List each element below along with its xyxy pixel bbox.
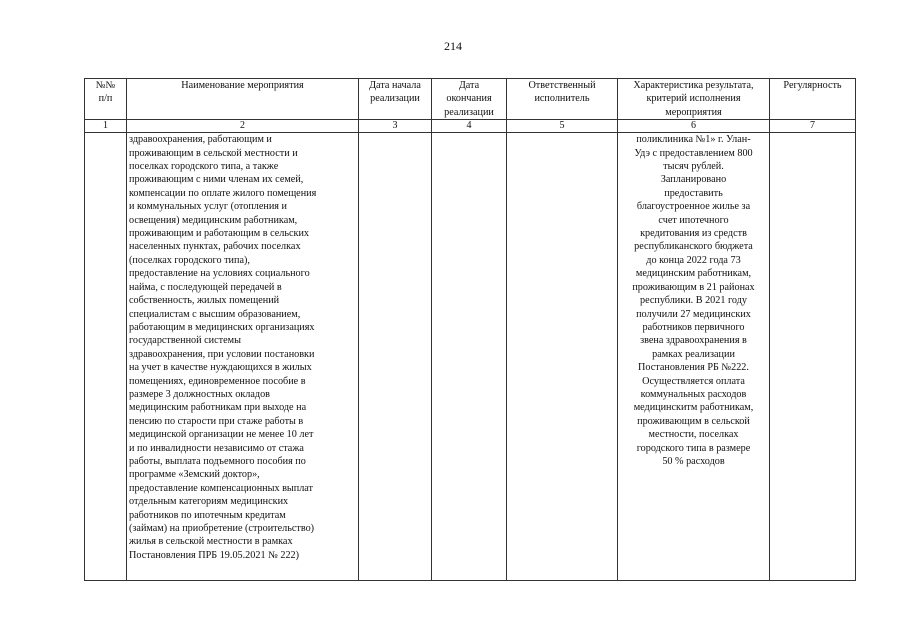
cell-end-date	[432, 133, 507, 581]
cell-number	[85, 133, 127, 581]
header-number: №№ п/п	[85, 79, 127, 120]
cell-measure-name: здравоохранения, работающим и проживающим в сельской местности и поселках городского типа, а также проживающим с ними членам их семей, компенсации по оплате жилого помещения и коммунальных услуг (отопления и освещения) медицинским работникам, проживающим и работающим в сельских населенных пунктах, рабочих поселках (поселках городского типа), предоставление на условиях социального найма, с последующей передачей в собственность, жилых помещений специалистам с высшим образованием, работающим в медицинских организациях государственной системы здравоохранения, при условии постановки на учет в качестве нуждающихся в жилых помещениях, единовременное пособие в размере 3 должностных окладов медицинским работникам при выходе на пенсию по старости при стаже работы в медицинской организации не менее 10 лет и по инвалидности независимо от стажа работы, выплата подъемного пособия по программе «Земский доктор», предоставление компенсационных выплат отдельным категориям медицинских работников по ипотечным кредитам (займам) на приобретение (строительство) жилья в сельской местности в рамках Постановления ПРБ 19.05.2021 № 222)	[127, 133, 359, 581]
column-number: 1	[85, 120, 127, 133]
column-number: 5	[507, 120, 618, 133]
cell-regularity	[770, 133, 856, 581]
header-result: Характеристика результата, критерий исполнения мероприятия	[618, 79, 770, 120]
header-row	[85, 79, 856, 120]
cell-executor	[507, 133, 618, 581]
column-number: 4	[432, 120, 507, 133]
column-number-row	[85, 120, 856, 133]
column-number: 6	[618, 120, 770, 133]
cell-result: поликлиника №1» г. Улан- Удэ с предоставлением 800 тысяч рублей. Запланировано предоставить благоустроенное жилье за счет ипотечного кредитования из средств республиканского бюджета до конца 2022 года 73 медицинским работникам, проживающим в 21 районах республики. В 2021 году получили 27 медицинских работников первичного звена здравоохранения в рамках реализации Постановления РБ №222. Осуществляется оплата коммунальных расходов медицинскитм работникам, проживающим в сельской местности, поселках городского типа в размере 50 % расходов	[618, 133, 770, 581]
column-number: 2	[127, 120, 359, 133]
header-name: Наименование мероприятия	[127, 79, 359, 120]
header-end-date: Дата окончания реализации	[432, 79, 507, 120]
column-number: 7	[770, 120, 856, 133]
cell-start-date	[359, 133, 432, 581]
column-number: 3	[359, 120, 432, 133]
header-regularity: Регулярность	[770, 79, 856, 120]
header-executor: Ответственный исполнитель	[507, 79, 618, 120]
page-number: 214	[444, 39, 462, 53]
measures-table	[84, 78, 856, 581]
header-start-date: Дата начала реализации	[359, 79, 432, 120]
table-row	[85, 133, 856, 581]
